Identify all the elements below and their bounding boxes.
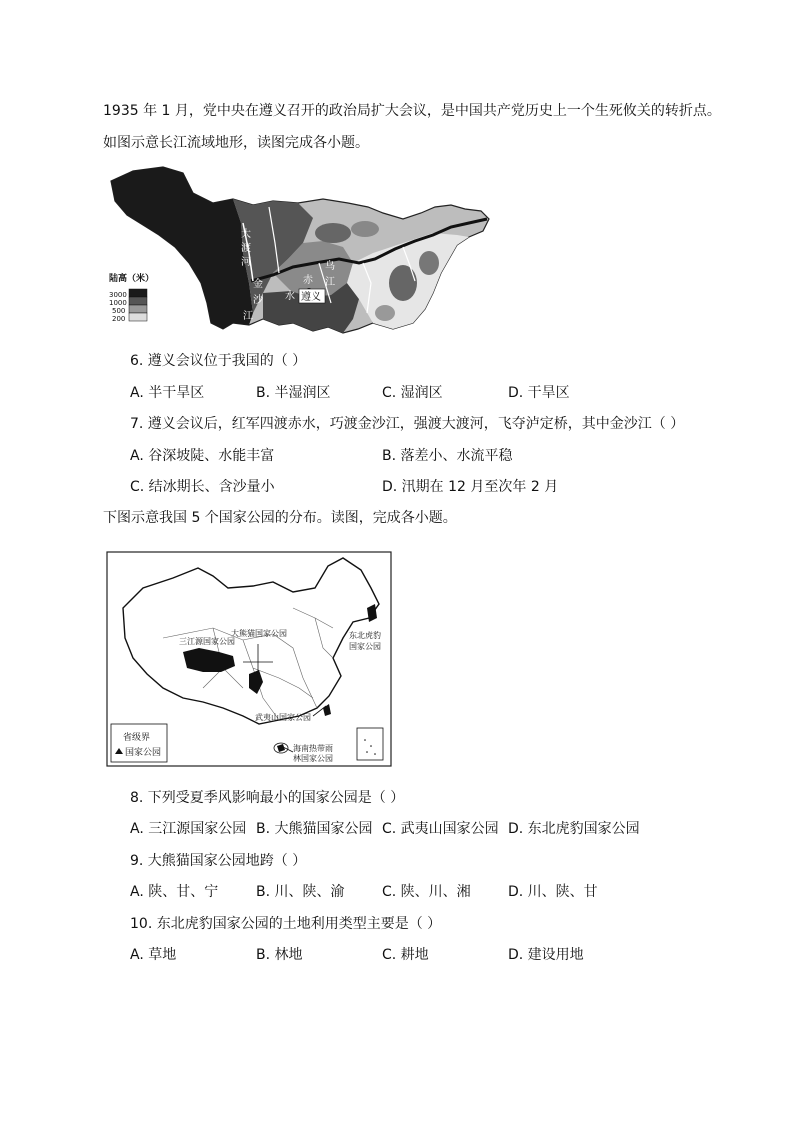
q10-option-d[interactable]: D. 建设用地: [508, 947, 584, 963]
q6-option-a[interactable]: A. 半干旱区: [130, 385, 205, 401]
q10-option-c[interactable]: C. 耕地: [382, 947, 429, 963]
q10-option-b[interactable]: B. 林地: [256, 947, 303, 963]
label-jinsha-2: 沙: [253, 295, 263, 306]
label-wujiang-2: 江: [325, 277, 335, 288]
highland-patch: [419, 251, 439, 275]
q10-option-a[interactable]: A. 草地: [130, 947, 177, 963]
label-dadu-3: 河: [241, 257, 251, 268]
label-jinsha-3: 江: [243, 311, 253, 322]
q7-option-b[interactable]: B. 落差小、水流平稳: [382, 448, 513, 464]
q9-option-c[interactable]: C. 陕、川、湘: [382, 884, 471, 900]
q9-option-a[interactable]: A. 陕、甘、宁: [130, 884, 219, 900]
label-hainan-1: 海南热带雨: [293, 744, 333, 753]
q7-stem: 7. 遵义会议后，红军四渡赤水，巧渡金沙江，强渡大渡河，飞夺泸定桥，其中金沙江（ ）: [130, 416, 685, 432]
q6-stem: 6. 遵义会议位于我国的（ ）: [130, 353, 307, 369]
highland-patch: [351, 221, 379, 237]
label-wuyi: 武夷山国家公园: [255, 713, 311, 722]
national-parks-map: [103, 548, 395, 770]
highland-patch: [389, 265, 417, 301]
intro-line-1: 1935 年 1 月，党中央在遵义召开的政治局扩大会议，是中国共产党历史上一个生死攸关的转折点。: [103, 103, 721, 119]
label-tiger-2: 国家公园: [349, 642, 381, 651]
intro-line-2: 如图示意长江流域地形，读图完成各小题。: [103, 135, 369, 151]
q9-stem: 9. 大熊猫国家公园地跨（ ）: [130, 853, 307, 869]
label-zunyi: 遵义: [301, 292, 321, 303]
q9-option-b[interactable]: B. 川、陕、渝: [256, 884, 345, 900]
q10-stem: 10. 东北虎豹国家公园的土地利用类型主要是（ ）: [130, 916, 442, 932]
label-dadu-1: 大: [241, 229, 251, 240]
q7-option-a[interactable]: A. 谷深坡陡、水能丰富: [130, 448, 275, 464]
intro2-line-1: 下图示意我国 5 个国家公园的分布。读图，完成各小题。: [103, 510, 457, 526]
q8-stem: 8. 下列受夏季风影响最小的国家公园是（ ）: [130, 790, 405, 806]
yangtze-terrain-map: [103, 163, 495, 335]
q9-option-d[interactable]: D. 川、陕、甘: [508, 884, 598, 900]
q8-option-c[interactable]: C. 武夷山国家公园: [382, 821, 499, 837]
legend-level-200: 200: [112, 315, 126, 323]
q8-option-d[interactable]: D. 东北虎豹国家公园: [508, 821, 640, 837]
q6-option-b[interactable]: B. 半湿润区: [256, 385, 331, 401]
q8-option-b[interactable]: B. 大熊猫国家公园: [256, 821, 373, 837]
label-jinsha-1: 金: [253, 279, 263, 290]
label-wujiang-1: 乌: [325, 261, 335, 272]
legend-boundary: 省级界: [123, 733, 151, 743]
label-panda: 大熊猫国家公园: [231, 629, 287, 638]
legend-level-500: 500: [112, 307, 126, 315]
terrain-legend: [109, 272, 154, 323]
label-hainan-2: 林国家公园: [293, 754, 333, 763]
legend-title: 陆高（米）: [109, 274, 155, 284]
highland-patch: [375, 305, 395, 321]
legend-park: 国家公园: [125, 748, 162, 758]
label-dadu-2: 渡: [241, 243, 251, 254]
q6-option-c[interactable]: C. 湿润区: [382, 385, 443, 401]
legend-level-1000: 1000: [109, 299, 127, 307]
q7-option-d[interactable]: D. 汛期在 12 月至次年 2 月: [382, 479, 559, 495]
q7-option-c[interactable]: C. 结冰期长、含沙量小: [130, 479, 275, 495]
highland-patch: [315, 223, 351, 243]
south-sea-inset: [357, 728, 383, 760]
label-chishui-2: 水: [285, 291, 295, 302]
q6-option-d[interactable]: D. 干旱区: [508, 385, 570, 401]
label-chishui-1: 赤: [303, 275, 313, 286]
label-sanjiangyuan: 三江源国家公园: [179, 637, 235, 646]
q8-option-a[interactable]: A. 三江源国家公园: [130, 821, 247, 837]
label-tiger-1: 东北虎豹: [349, 631, 381, 640]
legend-level-3000: 3000: [109, 291, 127, 299]
